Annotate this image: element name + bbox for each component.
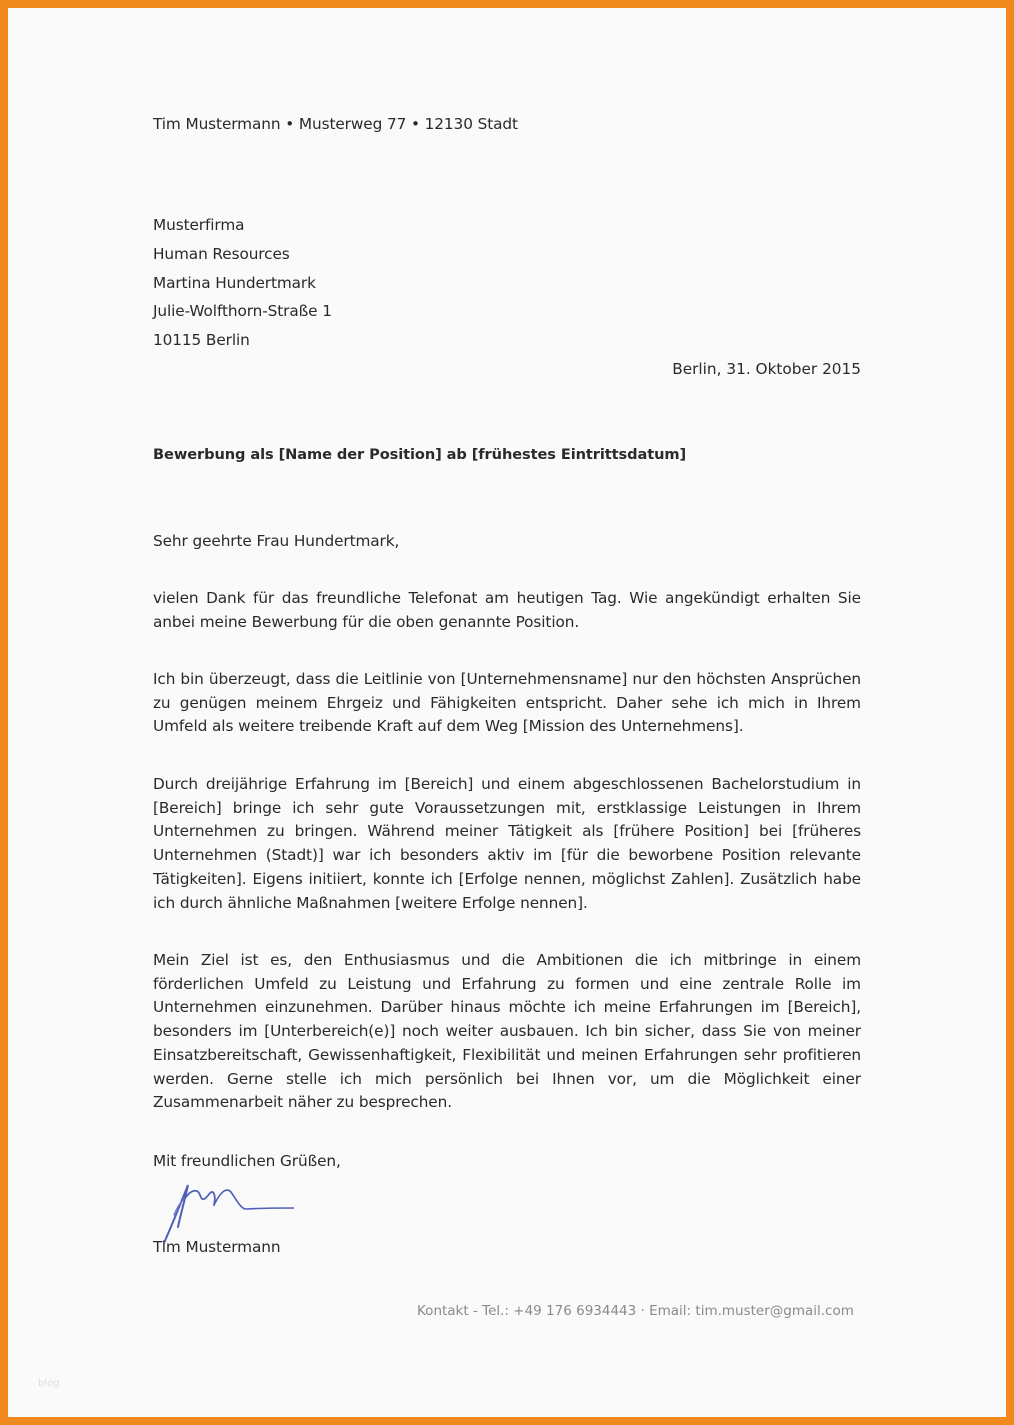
- sender-line: Tim Mustermann • Musterweg 77 • 12130 Stadt: [153, 115, 518, 133]
- recipient-city: 10115 Berlin: [153, 331, 250, 349]
- letter-date: Berlin, 31. Oktober 2015: [672, 360, 861, 378]
- recipient-street: Julie-Wolfthorn-Straße 1: [153, 302, 332, 320]
- signer-name: Tim Mustermann: [153, 1238, 281, 1256]
- footer-contact: Kontakt - Tel.: +49 176 6934443 · Email: tim.muster@gmail.com: [417, 1303, 854, 1319]
- recipient-department: Human Resources: [153, 245, 290, 263]
- body-paragraph-4: Mein Ziel ist es, den Enthusiasmus und die Ambitionen die ich mitbringe in einem förderlichen Umfeld zu Leistung und Erfahrung zu formen und eine zentrale Rolle im Unternehmen einzunehmen. Darüber hinaus möchte ich meine Erfahrungen im [Bereich], besonders im [Unterbereich(e)] noch weiter ausbauen. Ich bin sicher, dass Sie von meiner Einsatzbereitschaft, Gewissenhaftigkeit, Flexibilität und meinen Erfahrungen sehr profitieren werden. Gerne stelle ich mich persönlich bei Ihnen vor, um die Möglichkeit einer Zusammenarbeit näher zu besprechen.: [153, 951, 861, 1112]
- body-paragraph-1: vielen Dank für das freundliche Telefonat am heutigen Tag. Wie angekündigt erhalten Sie anbei meine Bewerbung für die oben genannte Position.: [153, 589, 861, 631]
- recipient-name: Martina Hundertmark: [153, 274, 316, 292]
- body-paragraph-2: Ich bin überzeugt, dass die Leitlinie von [Unternehmensname] nur den höchsten Ansprüchen zu genügen meinem Ehrgeiz und Fähigkeiten entspricht. Daher sehe ich mich in Ihrem Umfeld als weitere treibende Kraft auf dem Weg [Mission des Unternehmens].: [153, 670, 861, 736]
- salutation: Sehr geehrte Frau Hundertmark,: [153, 532, 400, 550]
- subject-line: Bewerbung als [Name der Position] ab [frühestes Eintrittsdatum]: [153, 446, 687, 463]
- recipient-company: Musterfirma: [153, 216, 245, 234]
- body-paragraph-3: Durch dreijährige Erfahrung im [Bereich] und einem abgeschlossenen Bachelorstudium in [Bereich] bringe ich sehr gute Voraussetzungen mit, erstklassige Leistungen in Ihrem Unternehmen zu bringen. Während meiner Tätigkeit als [frühere Position] bei [früheres Unternehmen (Stadt)] war ich besonders aktiv im [für die beworbene Position relevante Tätigkeiten]. Eigens initiiert, konnte ich [Erfolge nennen, möglichst Zahlen]. Zusätzlich habe ich durch ähnliche Maßnahmen [weitere Erfolge nennen].: [153, 775, 861, 912]
- closing: Mit freundlichen Grüßen,: [153, 1152, 341, 1170]
- watermark: blog: [38, 1378, 60, 1389]
